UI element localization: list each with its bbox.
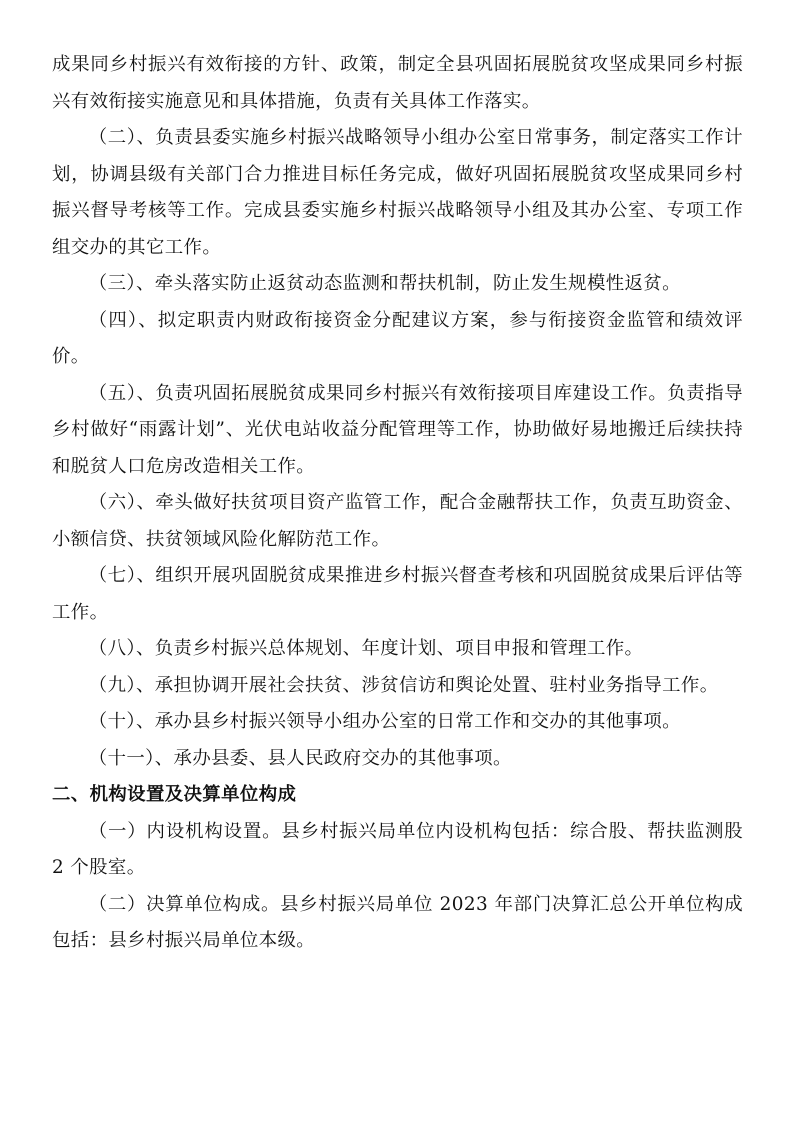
paragraph-item-5: （五）、负责巩固拓展脱贫成果同乡村振兴有效衔接项目库建设工作。负责指导乡村做好“雨露计划”、光伏电站收益分配管理等工作，协助做好易地搬迁后续扶持和脱贫人口危房改造相关工作。	[52, 382, 743, 477]
paragraph-item-3: （三）、牵头落实防止返贫动态监测和帮扶机制，防止发生规模性返贫。	[88, 273, 681, 294]
paragraph-item-9: （九）、承担协调开展社会扶贫、涉贫信访和舆论处置、驻村业务指导工作。	[88, 674, 719, 696]
paragraph-item-2: （二）、负责县委实施乡村振兴战略领导小组办公室日常事务，制定落实工作计划，协调县级有关部门合力推进目标任务完成，做好巩固拓展脱贫攻坚成果同乡村振兴督导考核等工作。完成县委实施乡村振兴战略领导小组及其办公室、专项工作组交办的其它工作。	[52, 127, 743, 258]
paragraph-item-7: （七）、组织开展巩固脱贫成果推进乡村振兴督查考核和巩固脱贫成果后评估等工作。	[52, 565, 743, 623]
paragraph-item-10: （十）、承办县乡村振兴领导小组办公室的日常工作和交办的其他事项。	[88, 711, 681, 732]
paragraph-internal-structure: （一）内设机构设置。县乡村振兴局单位内设机构包括：综合股、帮扶监测股 2 个股室。	[52, 820, 743, 878]
paragraph-accounting-unit: （二）决算单位构成。县乡村振兴局单位 2023 年部门决算汇总公开单位构成包括：县乡村振兴局单位本级。	[52, 893, 743, 951]
paragraph-item-11: （十一）、承办县委、县人民政府交办的其他事项。	[88, 747, 512, 769]
paragraph-item-6: （六）、牵头做好扶贫项目资产监管工作，配合金融帮扶工作，负责互助资金、小额信贷、扶贫领域风险化解防范工作。	[52, 492, 743, 550]
paragraph-intro-continuation: 成果同乡村振兴有效衔接的方针、政策，制定全县巩固拓展脱贫攻坚成果同乡村振兴有效衔接实施意见和具体措施，负责有关具体工作落实。	[52, 54, 743, 112]
paragraph-item-8: （八）、负责乡村振兴总体规划、年度计划、项目申报和管理工作。	[88, 638, 644, 659]
section-heading: 二、机构设置及决算单位构成	[52, 784, 297, 805]
paragraph-item-4: （四）、拟定职责内财政衔接资金分配建议方案，参与衔接资金监管和绩效评价。	[52, 309, 743, 367]
